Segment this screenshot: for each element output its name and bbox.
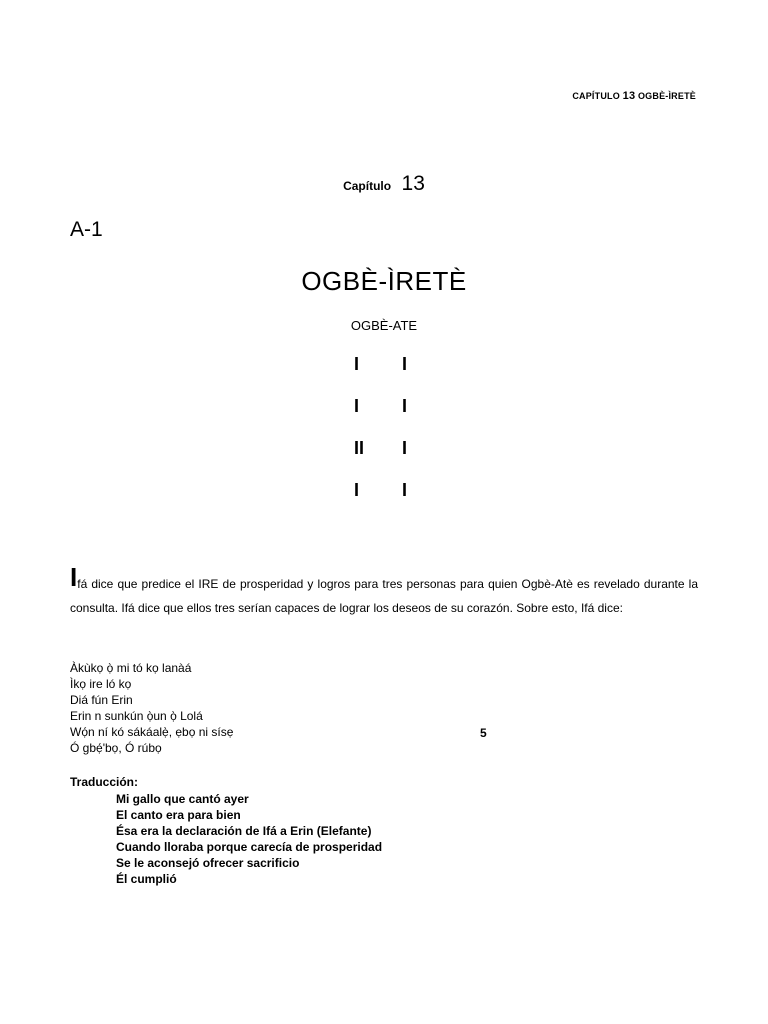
odu-sign-row: [340, 354, 430, 396]
drop-cap: I: [70, 562, 78, 592]
odu-title: OGBÈ-ÌRETÈ: [301, 266, 467, 296]
translation-line: Mi gallo que cantó ayer: [116, 792, 249, 806]
running-header-number: 13: [622, 90, 636, 102]
yoruba-verse: [70, 660, 233, 756]
translation-line: Se le aconsejó ofrecer sacrificio: [116, 856, 300, 870]
odu-sign-mark-left: I: [354, 396, 360, 416]
verse-line: Erin n sunkún ọ̀un ọ̀ Lolá: [70, 709, 203, 723]
verse-line: Àkùkọ ọ̀ mi tó kọ lanàá: [70, 661, 192, 675]
odu-subtitle: OGBÈ-ATE: [350, 318, 418, 333]
running-header: [572, 90, 696, 102]
verse-line: Ìkọ ire ló kọ: [70, 677, 132, 691]
odu-sign: [340, 354, 430, 522]
translation-label: Traducción:: [70, 775, 139, 789]
chapter-word: Capítulo: [343, 179, 392, 193]
chapter-heading: [0, 172, 768, 196]
odu-sign-mark-left: I: [354, 480, 360, 500]
translation-line: Ésa era la declaración de Ifá a Erin (Elefante): [116, 824, 372, 838]
intro-text: fá dice que predice el IRE de prosperidad y logros para tres personas para quien Ogbè-Atè es revelado durante la consulta. Ifá dice que ellos tres serían capaces de lograr los deseos de su corazón. Sobre esto, Ifá dice:: [70, 577, 698, 615]
chapter-number: 13: [401, 172, 425, 195]
odu-sign-mark-left: II: [354, 438, 365, 458]
odu-sign-mark-right: I: [402, 396, 408, 416]
translation-line: El canto era para bien: [116, 808, 241, 822]
translation-line: Él cumplió: [116, 872, 177, 886]
running-header-prefix: CAPÍTULO: [572, 91, 620, 101]
odu-sign-row: [340, 438, 430, 480]
translation-verse: [116, 791, 382, 887]
odu-sign-mark-right: I: [402, 354, 408, 374]
odu-sign-row: [340, 480, 430, 522]
verse-line: Diá fún Erin: [70, 693, 133, 707]
verse-line: Wọ́n ní kó sákáalẹ̀, ẹbọ ni sísẹ: [70, 725, 234, 739]
running-header-suffix: OGBÈ-ÌRETÈ: [637, 91, 696, 101]
odu-sign-mark-right: I: [402, 480, 408, 500]
odu-sign-mark-left: I: [354, 354, 360, 374]
verse-line: Ó gbẹ́'bọ, Ó rúbọ: [70, 741, 162, 755]
intro-paragraph: [70, 562, 698, 620]
section-code: A-1: [70, 218, 103, 241]
odu-sign-row: [340, 396, 430, 438]
odu-sign-mark-right: I: [402, 438, 408, 458]
verse-line-number: 5: [480, 726, 487, 740]
translation-line: Cuando lloraba porque carecía de prosperidad: [116, 840, 383, 854]
